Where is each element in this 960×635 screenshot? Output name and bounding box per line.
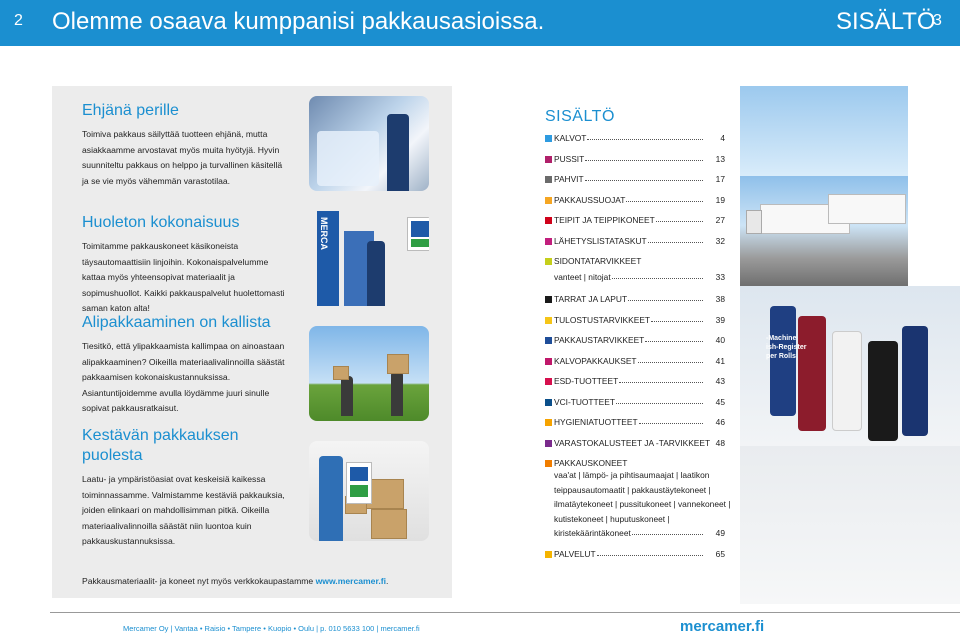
- toc-entry-label: KALVOPAKKAUKSET: [554, 355, 637, 366]
- operator-figure: [367, 241, 385, 306]
- toc-sub-entry[interactable]: [545, 484, 725, 499]
- section-body: Laatu- ja ympäristöasiat ovat keskeisiä kaikessa toiminnassamme. Valmistamme kestäviä pakkauksia, joiden elinkaari on mahdollisimman pitkä. Oikeilla materiaalivalinnoilla säästät niin luontoa kuin pakkauskustannuksissa.: [82, 474, 285, 546]
- intro-section-4: [82, 426, 287, 550]
- toc-entry-label: TEIPIT JA TEIPPIKONEET: [554, 215, 655, 225]
- person-figure: [391, 371, 403, 416]
- toc-entry-label: PAKKAUSSUOJAT: [554, 194, 626, 205]
- person-figure: [341, 376, 353, 416]
- color-square-icon: [545, 176, 552, 183]
- leader-dots: [639, 423, 703, 424]
- toc-page-number: 27: [715, 215, 725, 225]
- page-headline: Olemme osaava kumppanisi pakkausasioissa.: [52, 8, 545, 35]
- photo-sky: [740, 86, 908, 176]
- toc-page-number: 65: [715, 549, 725, 559]
- leader-dots: [645, 341, 703, 342]
- toc-entry[interactable]: [545, 173, 725, 194]
- toc-sub-label: kiristekäärintäkoneet: [554, 528, 631, 538]
- toc-page-number: 32: [715, 235, 725, 246]
- toc-entry-label: VARASTOKALUSTEET JA -TARVIKKEET: [554, 437, 711, 448]
- webshop-note: Pakkausmateriaalit- ja koneet nyt myös verkkokaupastamme www.mercamer.fi.: [82, 576, 389, 586]
- intro-panel: [52, 86, 452, 598]
- toc-page-number: 39: [715, 314, 725, 325]
- toc-entry-label: HYGIENIATUOTTEET: [554, 417, 638, 427]
- leader-dots: [628, 300, 703, 301]
- toc-entry-label: PAHVIT: [554, 174, 584, 184]
- toc-sub-entry[interactable]: [545, 469, 725, 484]
- toc-entry-label: PUSSIT: [554, 153, 585, 164]
- section-title: Alipakkaaminen on kallista: [82, 314, 271, 331]
- leader-dots: [632, 534, 703, 535]
- toc-entry[interactable]: [545, 355, 725, 376]
- color-square-icon: [545, 217, 552, 224]
- color-square-icon: [545, 296, 552, 303]
- toc-entry-label: LÄHETYSLISTATASKUT: [554, 235, 647, 246]
- carried-box: [387, 354, 409, 374]
- toc-sub-label: kutistekoneet | huputuskoneet |: [554, 513, 670, 524]
- toc-entry[interactable]: [545, 293, 725, 314]
- toc-entry[interactable]: [545, 153, 725, 174]
- worker-figure: [387, 114, 409, 191]
- toc-page-number: 13: [715, 153, 725, 164]
- toc-entry[interactable]: [545, 314, 725, 335]
- contact-info: Mercamer Oy | Vantaa • Raisio • Tampere • Kuopio • Oulu | p. 010 5633 100 | mercamer.fi: [123, 624, 420, 633]
- carried-box: [333, 366, 349, 380]
- toc-entry-label: PAKKAUSKONEET: [554, 458, 628, 468]
- truck-trailer: [828, 194, 906, 224]
- footer-divider: [50, 612, 960, 613]
- toc-entry[interactable]: [545, 416, 725, 437]
- section-body: Toimitamme pakkauskoneet käsikoneista täysautomaattisiin linjoihin. Kokonaispalvelumme kattaa myös yhteensopivat materiaalit ja sopimushuollot. Kaikki pakkauspalvelut huolettomasti saman katon alta!: [82, 241, 285, 313]
- leader-dots: [612, 278, 703, 279]
- machine-pole: MERCA: [317, 211, 339, 306]
- box-stack: [371, 509, 407, 539]
- webshop-link[interactable]: www.mercamer.fi: [315, 576, 386, 586]
- toc-page-number: 33: [715, 272, 725, 282]
- intro-section-3: [82, 313, 287, 417]
- toc-sub-label: teippausautomaatit | pakkaustäytekoneet |: [554, 484, 711, 495]
- roll-box: [868, 341, 898, 441]
- color-square-icon: [545, 197, 552, 204]
- toc-entry-label: KALVOT: [554, 133, 587, 143]
- toc-entry[interactable]: [545, 396, 725, 417]
- toc-entry-label: TULOSTUSTARVIKKEET: [554, 314, 651, 325]
- color-square-icon: [545, 358, 552, 365]
- section-title: Ehjänä perille: [82, 102, 179, 119]
- brand-url[interactable]: mercamer.fi: [680, 618, 765, 635]
- toc-entry[interactable]: [545, 375, 725, 396]
- leader-dots: [616, 403, 703, 404]
- toc-page-number: 48: [715, 437, 725, 448]
- photo-warehouse-worker: [309, 96, 429, 191]
- color-square-icon: [545, 258, 552, 265]
- toc-page-number: 4: [720, 133, 725, 143]
- photo-trucks: [740, 176, 908, 286]
- toc-entry-label: VCI-TUOTTEET: [554, 396, 615, 407]
- section-title: Kestävän pakkauksen puolesta: [82, 427, 239, 464]
- roll-box: [770, 306, 796, 416]
- toc-entry[interactable]: [545, 334, 725, 355]
- toc-page-number: 41: [715, 355, 725, 366]
- color-square-icon: [545, 399, 552, 406]
- paper-roll: [832, 331, 862, 431]
- toc-entry-label: PAKKAUSTARVIKKEET: [554, 335, 645, 345]
- toc-page-number: 38: [715, 294, 725, 304]
- toc-page-number: 46: [715, 417, 725, 427]
- toc-title: SISÄLTÖ: [545, 108, 615, 125]
- toc-entry[interactable]: [545, 194, 725, 215]
- color-square-icon: [545, 337, 552, 344]
- section-body: Tiesitkö, että ylipakkaamista kallimpaa on ainoastaan alipakkaaminen? Oikeilla materiaalivalinnoilla säästät pakkaamisen kokonaiskustannuksissa. Asiantuntijoidemme avulla löydämme juuri sinulle sopivat pakkausratkaisut.: [82, 341, 285, 413]
- toc-sub-entry[interactable]: [545, 498, 731, 513]
- leader-dots: [619, 382, 703, 383]
- toc-page-number: 49: [715, 528, 725, 538]
- photo-paper-rolls: [740, 286, 960, 446]
- toc-entry[interactable]: [545, 548, 725, 569]
- toc-page-number: 45: [715, 396, 725, 407]
- leader-dots: [638, 362, 703, 363]
- leader-dots: [626, 201, 703, 202]
- photo-storage: [740, 446, 960, 604]
- toc-page-number: 43: [715, 376, 725, 386]
- wrapped-pallet: [317, 131, 379, 186]
- toc-entry[interactable]: [545, 235, 725, 256]
- toc-entry[interactable]: [545, 214, 725, 235]
- toc-entry-label: SIDONTATARVIKKEET: [554, 256, 642, 266]
- color-square-icon: [545, 460, 552, 467]
- truck-cab: [746, 210, 762, 234]
- toc-entry[interactable]: [545, 132, 725, 153]
- leader-dots: [587, 139, 703, 140]
- section-title: Huoleton kokonaisuus: [82, 214, 240, 231]
- toc-sub-entry[interactable]: [545, 527, 725, 548]
- roll-label: -Machine ish-Register per Rolls: [766, 335, 807, 360]
- intro-section-1: [82, 101, 287, 189]
- toc-entry-label: TARRAT JA LAPUT: [554, 294, 628, 304]
- leader-dots: [597, 555, 703, 556]
- leader-dots: [651, 321, 703, 322]
- intro-section-2: [82, 213, 287, 317]
- toc-sub-label: ilmatäytekoneet | pussitukoneet | vannekoneet |: [554, 499, 731, 509]
- toc-sub-label: vanteet | nitojat: [554, 272, 611, 282]
- toc-page-number: 40: [715, 335, 725, 345]
- toc-entry[interactable]: [545, 457, 725, 469]
- color-square-icon: [545, 378, 552, 385]
- color-square-icon: [545, 419, 552, 426]
- leader-dots: [585, 180, 703, 181]
- certification-badge: [407, 217, 429, 251]
- color-square-icon: [545, 317, 552, 324]
- toc-entry-label: PALVELUT: [554, 549, 596, 559]
- leader-dots: [585, 160, 703, 161]
- page-number-right: 3: [933, 12, 942, 29]
- page-number-left: 2: [14, 12, 23, 29]
- toc-entry[interactable]: [545, 255, 725, 271]
- color-square-icon: [545, 238, 552, 245]
- leader-dots: [648, 242, 703, 243]
- courier-figure: [319, 456, 343, 541]
- section-body: Toimiva pakkaus säilyttää tuotteen ehjänä, mutta asiakkaamme arvostavat myös muita hyötyjä. Hyvin suunniteltu pakkaus on helppo ja turvallinen käsitellä ja se vie myös vähemmän varastotilaa.: [82, 129, 283, 186]
- color-square-icon: [545, 551, 552, 558]
- toc-sub-entry[interactable]: [545, 513, 725, 528]
- color-square-icon: [545, 440, 552, 447]
- table-of-contents: [545, 132, 731, 569]
- certification-badge-footer: [346, 462, 372, 504]
- header-bar: [0, 0, 960, 46]
- toc-sub-label: vaa'at | lämpö- ja pihtisaumaajat | laatikon: [554, 470, 710, 480]
- photo-field-boxes: [309, 326, 429, 421]
- leader-dots: [656, 221, 703, 222]
- toc-page-number: 17: [715, 174, 725, 184]
- color-square-icon: [545, 135, 552, 142]
- color-square-icon: [545, 156, 552, 163]
- toc-entry[interactable]: [545, 437, 725, 458]
- toc-entry-label: ESD-TUOTTEET: [554, 376, 619, 386]
- photo-wrapping-machine: [309, 211, 429, 306]
- toc-sub-entry[interactable]: [545, 271, 725, 293]
- section-label: SISÄLTÖ: [836, 8, 936, 35]
- roll-box: [902, 326, 928, 436]
- toc-page-number: 19: [715, 194, 725, 205]
